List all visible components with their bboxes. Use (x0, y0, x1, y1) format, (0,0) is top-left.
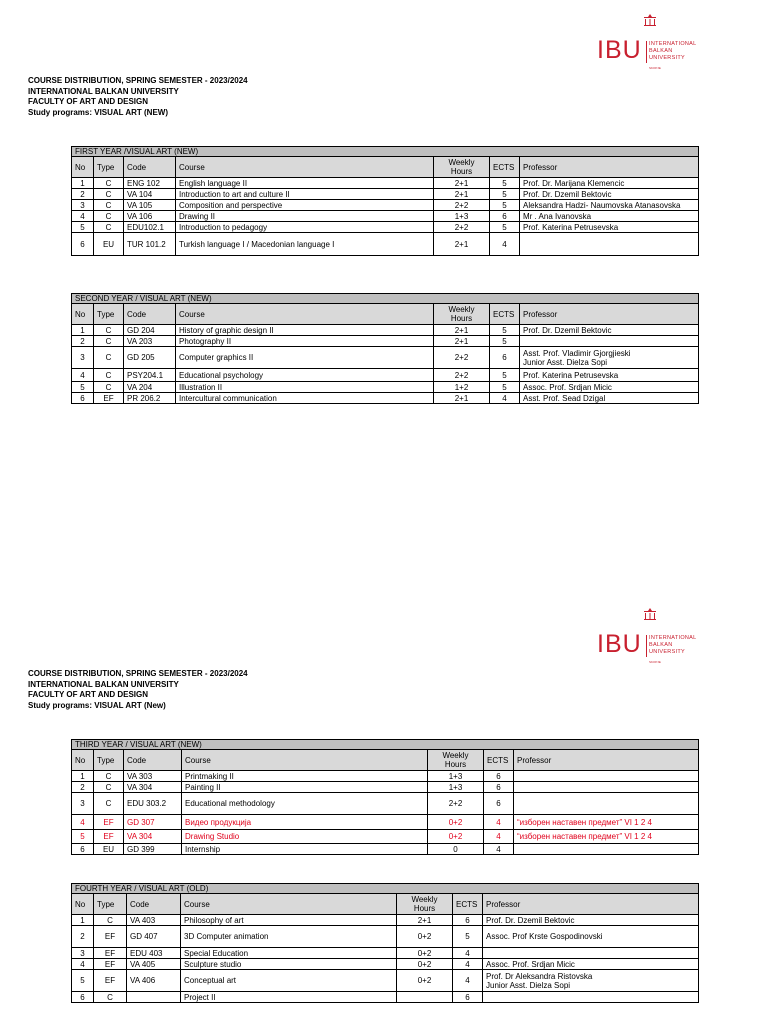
table-cell: GD 307 (124, 815, 182, 830)
table-cell: 5 (72, 830, 94, 844)
column-header: Type (94, 894, 127, 915)
logo-separator (646, 41, 647, 63)
logo-university-name: INTERNATIONAL BALKAN UNIVERSITY (649, 41, 697, 61)
heading-line: FACULTY OF ART AND DESIGN (28, 690, 148, 699)
table-row (72, 347, 699, 369)
table-cell: 1+3 (434, 211, 490, 222)
logo-city: SKOPJE (649, 660, 661, 664)
table-cell: 4 (453, 970, 483, 992)
table-header-row (72, 304, 699, 325)
column-header: Code (124, 304, 176, 325)
logo-city: SKOPJE (649, 66, 661, 70)
table-cell: 1+3 (428, 782, 484, 793)
table-cell: 5 (490, 222, 520, 233)
table-cell: Prof. Katerina Petrusevska (520, 369, 699, 382)
table-cell: 2 (72, 926, 94, 948)
course-table-second-year (71, 293, 699, 404)
table-row (72, 233, 699, 256)
column-header: Code (124, 157, 176, 178)
table-cell (397, 992, 453, 1003)
table-header-row (72, 157, 699, 178)
logo-university-name: INTERNATIONAL BALKAN UNIVERSITY (649, 635, 697, 655)
table-cell: EF (94, 959, 127, 970)
table-cell: C (94, 793, 124, 815)
table-cell: C (94, 992, 127, 1003)
column-header: Course (176, 157, 434, 178)
table-cell: EDU102.1 (124, 222, 176, 233)
table-cell: 4 (72, 959, 94, 970)
table-cell: Special Education (181, 948, 397, 959)
table-row (72, 200, 699, 211)
table-cell: 4 (72, 211, 94, 222)
table-cell: C (94, 222, 124, 233)
table-cell: 0+2 (428, 830, 484, 844)
table-cell: C (94, 382, 124, 393)
table-cell: Drawing Studio (182, 830, 428, 844)
table-row (72, 959, 699, 970)
table-cell: GD 399 (124, 844, 182, 855)
table-cell: EF (94, 970, 127, 992)
table-row (72, 793, 699, 815)
logo-brand: IBU (597, 36, 642, 64)
column-header: Course (176, 304, 434, 325)
table-cell (514, 844, 699, 855)
table-cell: 2+1 (434, 178, 490, 189)
table-cell: EF (94, 830, 124, 844)
table-cell: 4 (453, 959, 483, 970)
table-cell: Видео продукција (182, 815, 428, 830)
table-cell: PSY204.1 (124, 369, 176, 382)
table-cell: C (94, 211, 124, 222)
table-cell: 0+2 (397, 959, 453, 970)
column-header: Type (94, 304, 124, 325)
table-cell: 5 (72, 222, 94, 233)
table-cell: 2+1 (434, 336, 490, 347)
table-cell: 0+2 (428, 815, 484, 830)
table-cell: 6 (72, 233, 94, 256)
table-title: THIRD YEAR / VISUAL ART (NEW) (72, 740, 699, 750)
table-row (72, 948, 699, 959)
column-header: Course (182, 750, 428, 771)
table-cell: C (94, 336, 124, 347)
column-header: Code (124, 750, 182, 771)
table-cell: 4 (484, 844, 514, 855)
column-header: Course (181, 894, 397, 915)
logo-separator (646, 635, 647, 657)
table-cell: 3 (72, 948, 94, 959)
column-header: Professor (514, 750, 699, 771)
table-cell: 2 (72, 336, 94, 347)
table-cell: 5 (490, 189, 520, 200)
table-title: SECOND YEAR / VISUAL ART (NEW) (72, 294, 699, 304)
column-header: No (72, 157, 94, 178)
table-cell: 0+2 (397, 948, 453, 959)
table-cell: C (94, 325, 124, 336)
table-cell: Project II (181, 992, 397, 1003)
column-header: No (72, 894, 94, 915)
crest-icon (643, 608, 657, 622)
table-cell: 2+2 (434, 369, 490, 382)
course-table-fourth-year (71, 883, 699, 1003)
column-header: ECTS (490, 157, 520, 178)
table-cell: 4 (72, 815, 94, 830)
table-cell: 2+2 (434, 222, 490, 233)
table-cell: 4 (484, 830, 514, 844)
table-cell: GD 205 (124, 347, 176, 369)
table-row (72, 782, 699, 793)
column-header: Weekly Hours (434, 304, 490, 325)
table-cell: 3 (72, 793, 94, 815)
table-cell: Prof. Dr. Marijana Klemencic (520, 178, 699, 189)
table-cell: 6 (484, 782, 514, 793)
table-cell: Prof. Katerina Petrusevska (520, 222, 699, 233)
table-cell: EU (94, 233, 124, 256)
table-row (72, 325, 699, 336)
table-cell: VA 203 (124, 336, 176, 347)
table-cell: C (94, 782, 124, 793)
table-cell: GD 407 (127, 926, 181, 948)
table-cell: “изборен наставен предмет” VI 1 2 4 (514, 815, 699, 830)
heading-line: COURSE DISTRIBUTION, SPRING SEMESTER - 2023/2024 (28, 669, 248, 678)
table-cell: 6 (490, 211, 520, 222)
ibu-logo (597, 14, 707, 74)
table-cell: English language II (176, 178, 434, 189)
table-cell: 5 (72, 970, 94, 992)
heading-line: FACULTY OF ART AND DESIGN (28, 97, 148, 106)
column-header: ECTS (453, 894, 483, 915)
ibu-logo (597, 608, 707, 668)
column-header: Code (127, 894, 181, 915)
table-cell: 2+2 (434, 200, 490, 211)
column-header: Professor (483, 894, 699, 915)
table-cell (514, 782, 699, 793)
table-cell: 6 (72, 992, 94, 1003)
table-cell: 1+3 (428, 771, 484, 782)
table-cell: 3 (72, 347, 94, 369)
course-table-first-year (71, 146, 699, 256)
table-cell: 1 (72, 325, 94, 336)
table-cell: 2+1 (434, 393, 490, 404)
table-cell: Assoc. Prof Krste Gospodinovski (483, 926, 699, 948)
table-cell: EU (94, 844, 124, 855)
table-cell: Photography II (176, 336, 434, 347)
table-row (72, 992, 699, 1003)
table-row (72, 830, 699, 844)
table-cell: PR 206.2 (124, 393, 176, 404)
table-cell: 6 (72, 393, 94, 404)
table-cell: 0+2 (397, 926, 453, 948)
heading-line: Study programs: VISUAL ART (NEW) (28, 107, 169, 117)
table-row (72, 771, 699, 782)
table-cell: Conceptual art (181, 970, 397, 992)
table-cell: 6 (490, 347, 520, 369)
table-cell: C (94, 178, 124, 189)
table-row (72, 926, 699, 948)
table-cell: 2+1 (434, 233, 490, 256)
table-row (72, 915, 699, 926)
logo-brand: IBU (597, 630, 642, 658)
table-cell: TUR 101.2 (124, 233, 176, 256)
table-cell: Prof. Dr. Dzemil Bektovic (520, 189, 699, 200)
column-header: Type (94, 750, 124, 771)
table-cell: 2+1 (434, 325, 490, 336)
table-row (72, 844, 699, 855)
table-cell: Prof. Dr Aleksandra Ristovska Junior Asst. Dielza Sopi (483, 970, 699, 992)
table-cell: 4 (72, 369, 94, 382)
table-cell: C (94, 771, 124, 782)
table-title-row (72, 147, 699, 157)
column-header: No (72, 750, 94, 771)
table-cell (520, 336, 699, 347)
table-cell: Educational methodology (182, 793, 428, 815)
table-cell: 2+2 (428, 793, 484, 815)
table-cell: 2+1 (434, 189, 490, 200)
table-cell: VA 406 (127, 970, 181, 992)
column-header: Weekly Hours (434, 157, 490, 178)
table-cell: VA 304 (124, 830, 182, 844)
table-cell: Drawing II (176, 211, 434, 222)
table-title: FOURTH YEAR / VISUAL ART (OLD) (72, 884, 699, 894)
table-cell: 5 (490, 178, 520, 189)
table-title-row (72, 884, 699, 894)
table-cell: 5 (490, 382, 520, 393)
table-cell: Painting II (182, 782, 428, 793)
table-cell: VA 405 (127, 959, 181, 970)
table-cell: 2 (72, 782, 94, 793)
table-cell: Sculpture studio (181, 959, 397, 970)
table-cell: 5 (490, 369, 520, 382)
heading-line: INTERNATIONAL BALKAN UNIVERSITY (28, 679, 179, 689)
table-row (72, 815, 699, 830)
table-cell (514, 771, 699, 782)
heading-line: Study programs: VISUAL ART (New) (28, 700, 166, 710)
table-cell (520, 233, 699, 256)
table-cell: VA 304 (124, 782, 182, 793)
course-table-third-year (71, 739, 699, 855)
table-cell: Prof. Dr. Dzemil Bektovic (520, 325, 699, 336)
table-row (72, 222, 699, 233)
column-header: Type (94, 157, 124, 178)
table-cell: 1 (72, 915, 94, 926)
table-cell: Composition and perspective (176, 200, 434, 211)
table-cell: Asst. Prof. Vladimir Gjorgjieski Junior Asst. Dielza Sopi (520, 347, 699, 369)
table-cell: VA 303 (124, 771, 182, 782)
table-row (72, 189, 699, 200)
column-header: Professor (520, 304, 699, 325)
table-cell: Philosophy of art (181, 915, 397, 926)
table-cell: 0+2 (397, 970, 453, 992)
column-header: No (72, 304, 94, 325)
table-cell: History of graphic design II (176, 325, 434, 336)
table-cell: GD 204 (124, 325, 176, 336)
table-cell (514, 793, 699, 815)
table-header-row (72, 894, 699, 915)
table-cell: VA 104 (124, 189, 176, 200)
table-row (72, 211, 699, 222)
table-cell: 0 (428, 844, 484, 855)
crest-icon (643, 14, 657, 28)
column-header: Professor (520, 157, 699, 178)
table-cell: 4 (490, 393, 520, 404)
table-cell: 3D Computer animation (181, 926, 397, 948)
table-cell: C (94, 369, 124, 382)
table-cell: EDU 303.2 (124, 793, 182, 815)
table-cell: 5 (453, 926, 483, 948)
column-header: Weekly Hours (428, 750, 484, 771)
table-cell (483, 948, 699, 959)
table-cell: EF (94, 948, 127, 959)
table-cell: 6 (484, 771, 514, 782)
table-cell: Asst. Prof. Sead Dzigal (520, 393, 699, 404)
table-cell: Prof. Dr. Dzemil Bektovic (483, 915, 699, 926)
table-header-row (72, 750, 699, 771)
table-cell: Internship (182, 844, 428, 855)
table-cell: Educational psychology (176, 369, 434, 382)
page-heading (28, 76, 248, 118)
table-cell: C (94, 915, 127, 926)
table-cell: 6 (453, 915, 483, 926)
table-cell: 1 (72, 771, 94, 782)
table-cell: VA 105 (124, 200, 176, 211)
table-cell: VA 106 (124, 211, 176, 222)
table-title: FIRST YEAR /VISUAL ART (NEW) (72, 147, 699, 157)
table-cell (483, 992, 699, 1003)
table-row (72, 970, 699, 992)
table-cell: 2 (72, 189, 94, 200)
table-cell: Introduction to art and culture II (176, 189, 434, 200)
table-cell: VA 403 (127, 915, 181, 926)
table-cell: 5 (72, 382, 94, 393)
table-cell: EF (94, 815, 124, 830)
table-cell: Assoc. Prof. Srdjan Micic (483, 959, 699, 970)
table-row (72, 336, 699, 347)
column-header: ECTS (490, 304, 520, 325)
table-cell (127, 992, 181, 1003)
table-row (72, 393, 699, 404)
table-cell: 5 (490, 325, 520, 336)
table-cell: 1 (72, 178, 94, 189)
column-header: Weekly Hours (397, 894, 453, 915)
table-cell: 6 (453, 992, 483, 1003)
table-cell: Assoc. Prof. Srdjan Micic (520, 382, 699, 393)
table-cell: C (94, 347, 124, 369)
table-cell: EDU 403 (127, 948, 181, 959)
table-cell: 5 (490, 200, 520, 211)
table-cell: 5 (490, 336, 520, 347)
table-cell: 4 (484, 815, 514, 830)
table-cell: Intercultural communication (176, 393, 434, 404)
table-cell: 6 (484, 793, 514, 815)
table-cell: 2+1 (397, 915, 453, 926)
table-cell: Printmaking II (182, 771, 428, 782)
table-cell: 6 (72, 844, 94, 855)
table-cell: Aleksandra Hadzi- Naumovska Atanasovska (520, 200, 699, 211)
table-cell: Turkish language I / Macedonian language I (176, 233, 434, 256)
table-title-row (72, 294, 699, 304)
table-cell: “изборен наставен предмет” VI 1 2 4 (514, 830, 699, 844)
table-cell: 2+2 (434, 347, 490, 369)
table-title-row (72, 740, 699, 750)
column-header: ECTS (484, 750, 514, 771)
table-row (72, 178, 699, 189)
table-cell: 1+2 (434, 382, 490, 393)
page-heading (28, 669, 248, 711)
table-cell: 4 (490, 233, 520, 256)
table-cell: Mr . Ana Ivanovska (520, 211, 699, 222)
table-cell: Illustration II (176, 382, 434, 393)
table-cell: C (94, 200, 124, 211)
heading-line: INTERNATIONAL BALKAN UNIVERSITY (28, 86, 179, 96)
table-cell: Introduction to pedagogy (176, 222, 434, 233)
table-cell: EF (94, 393, 124, 404)
table-row (72, 369, 699, 382)
heading-line: COURSE DISTRIBUTION, SPRING SEMESTER - 2023/2024 (28, 76, 248, 85)
table-cell: Computer graphics II (176, 347, 434, 369)
table-cell: C (94, 189, 124, 200)
table-cell: EF (94, 926, 127, 948)
table-cell: VA 204 (124, 382, 176, 393)
table-cell: 3 (72, 200, 94, 211)
table-row (72, 382, 699, 393)
table-cell: ENG 102 (124, 178, 176, 189)
table-cell: 4 (453, 948, 483, 959)
